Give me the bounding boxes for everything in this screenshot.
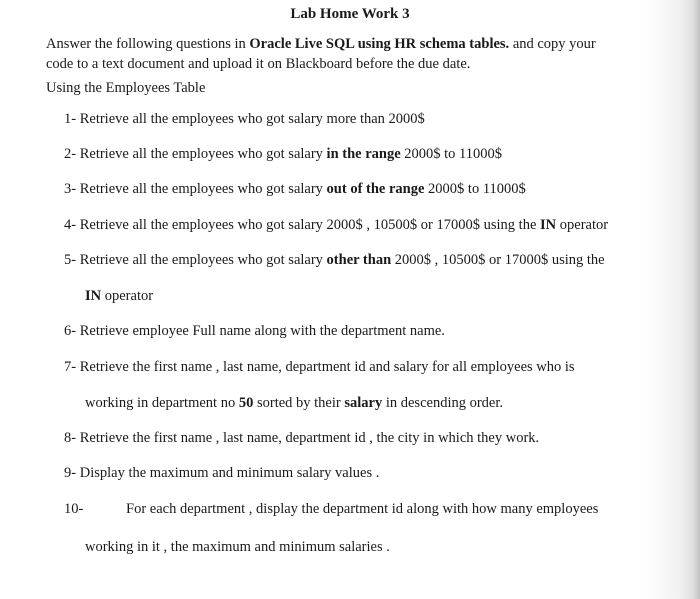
question-number: 4- <box>64 217 77 233</box>
question-text-pre: Retrieve all the employees who got salary 2000$ , 10500$ or 17000$ using the <box>79 217 541 233</box>
question-number: 7- <box>64 359 77 375</box>
question-text-post: operator <box>556 217 609 233</box>
question-number: 9- <box>64 465 77 481</box>
page-title: Lab Home Work 3 <box>290 6 410 22</box>
question-text-bold: IN <box>540 217 557 233</box>
question-text-pre: working in department no <box>85 395 239 411</box>
question-number: 6- <box>64 323 77 339</box>
question-number: 2- <box>64 146 77 162</box>
question-10 <box>64 501 83 518</box>
question-7 <box>64 359 575 376</box>
question-number: 5- <box>64 252 77 268</box>
question-text-bold: other than <box>326 252 392 268</box>
question-2 <box>64 146 502 163</box>
question-text-post: operator <box>101 288 154 304</box>
question-6 <box>64 323 445 340</box>
question-text-pre: Retrieve all the employees who got salary <box>79 146 327 162</box>
question-10-line-1 <box>126 501 598 518</box>
intro-bold: Oracle Live SQL using HR schema tables. <box>249 36 510 52</box>
department-number-bold: 50 <box>238 395 254 411</box>
question-text-post: 2000$ to 11000$ <box>400 146 503 162</box>
instructions-paragraph <box>46 35 656 74</box>
question-number: 1- <box>64 111 77 127</box>
section-subheading: Using the Employees Table <box>46 80 206 96</box>
question-text: Display the maximum and minimum salary values . <box>79 465 380 481</box>
question-text-mid: sorted by their <box>253 395 345 411</box>
question-text-post: 2000$ to 11000$ <box>424 181 526 197</box>
question-text-line-1: Retrieve the first name , last name, department id and salary for all employees who is <box>79 359 575 375</box>
question-text-bold: out of the range <box>326 181 425 197</box>
question-5 <box>64 252 605 269</box>
question-7-continued <box>85 395 503 412</box>
intro-line-2: code to a text document and upload it on Blackboard before the due date. <box>46 55 471 72</box>
page-edge-shadow <box>692 0 700 599</box>
question-3 <box>64 181 526 198</box>
intro-text-2: and copy your <box>509 36 596 52</box>
question-number: 8- <box>64 430 77 446</box>
question-text-post: in descending order. <box>382 395 504 411</box>
question-8 <box>64 430 539 447</box>
question-text-pre: Retrieve all the employees who got salary <box>79 181 327 197</box>
question-text: Retrieve employee Full name along with the department name. <box>79 323 445 339</box>
question-text-post: 2000$ , 10500$ or 17000$ using the <box>391 252 605 268</box>
intro-text-1: Answer the following questions in <box>46 36 250 52</box>
question-number: 3- <box>64 181 77 197</box>
salary-bold: salary <box>344 395 383 411</box>
question-4 <box>64 217 608 234</box>
question-text-pre: Retrieve all the employees who got salary <box>79 252 327 268</box>
question-number: 10- <box>64 501 84 517</box>
question-9 <box>64 465 379 482</box>
question-text: Retrieve the first name , last name, department id , the city in which they work. <box>79 430 540 446</box>
question-text: Retrieve all the employees who got salary more than 2000$ <box>79 111 425 127</box>
question-10-continued <box>85 539 390 556</box>
question-1 <box>64 111 425 128</box>
question-text-bold: in the range <box>326 146 401 162</box>
question-text-bold: IN <box>85 288 102 304</box>
question-text-line-2: working in it , the maximum and minimum salaries . <box>85 539 390 555</box>
question-text-line-1: For each department , display the department id along with how many employees <box>126 501 599 517</box>
question-5-continued <box>85 288 153 305</box>
